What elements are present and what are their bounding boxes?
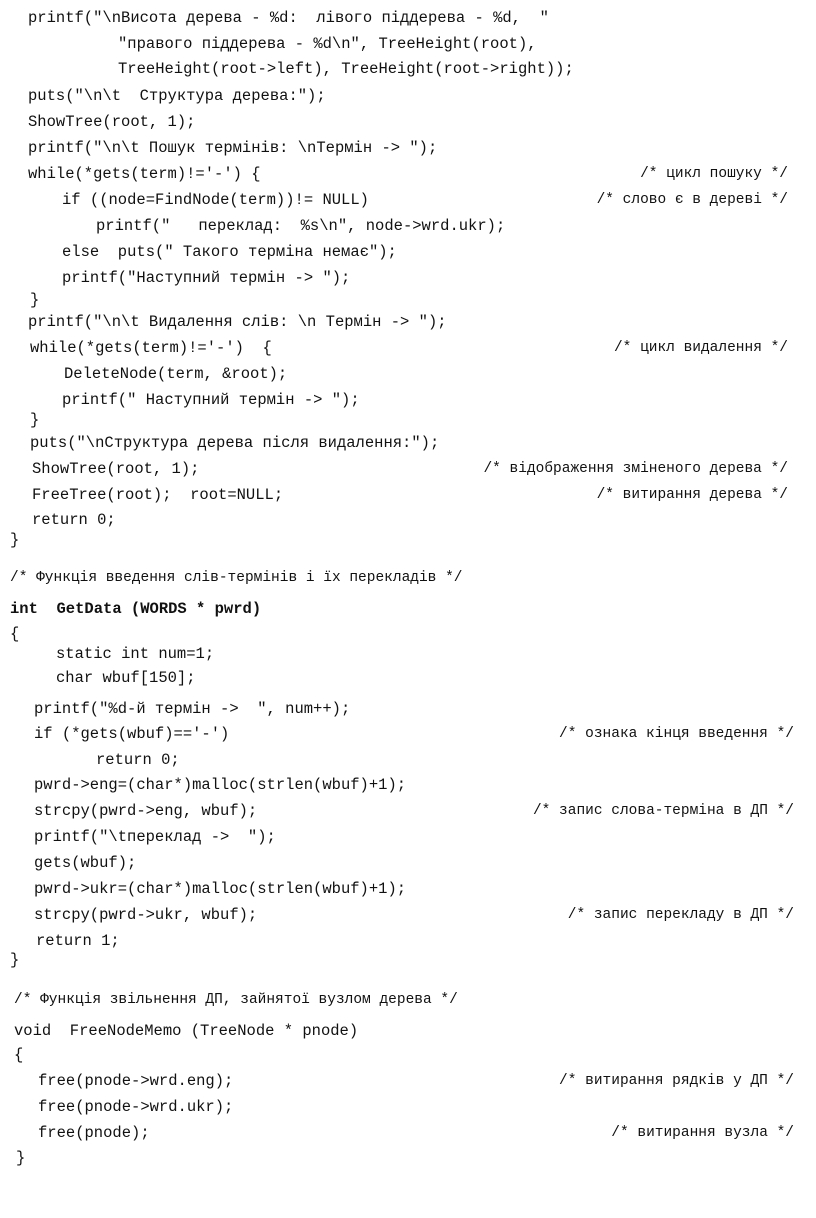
- code-line: [0, 851, 816, 875]
- code-comment: /* цикл пошуку */: [640, 166, 788, 182]
- code-text: }: [10, 951, 20, 969]
- code-text: "правого піддерева - %d\n", TreeHeight(root),: [118, 35, 537, 53]
- code-line: [0, 799, 816, 823]
- code-line: [0, 162, 816, 186]
- code-text: TreeHeight(root->left), TreeHeight(root->right));: [118, 60, 574, 78]
- code-line: [0, 566, 816, 590]
- code-text: return 0;: [32, 511, 116, 529]
- code-comment: /* цикл видалення */: [613, 340, 788, 356]
- code-text: printf("\tпереклад -> ");: [34, 828, 276, 846]
- code-text: printf("%d-й термін -> ", num++);: [34, 700, 351, 718]
- code-line: [0, 877, 816, 901]
- code-line: [0, 528, 816, 552]
- code-line: [0, 6, 816, 30]
- code-line: [0, 136, 816, 160]
- code-line: [0, 214, 816, 238]
- code-text: free(pnode);: [38, 1124, 150, 1142]
- code-line: [0, 1095, 816, 1119]
- code-line: [0, 84, 816, 108]
- code-text: {: [14, 1046, 24, 1064]
- code-comment: /* витирання дерева */: [596, 487, 788, 503]
- code-comment: /* витирання рядків у ДП */: [559, 1073, 794, 1089]
- code-line: [0, 697, 816, 721]
- code-text: return 1;: [36, 932, 120, 950]
- code-text: printf("\n\t Видалення слів: \n Термін -> ");: [28, 313, 447, 331]
- code-text: DeleteNode(term, &root);: [64, 365, 288, 383]
- code-line: [0, 1069, 816, 1093]
- code-line: [0, 748, 816, 772]
- code-comment: /* запис слова-терміна в ДП */: [532, 803, 794, 819]
- code-comment: /* витирання вузла */: [611, 1125, 794, 1141]
- code-text: puts("\n\t Структура дерева:");: [28, 87, 326, 105]
- code-line: [0, 642, 816, 666]
- code-text: ShowTree(root, 1);: [28, 113, 196, 131]
- code-comment: /* Функція введення слів-термінів і їх перекладів */: [10, 570, 463, 586]
- code-line: [0, 1121, 816, 1145]
- code-line: [0, 457, 816, 481]
- code-text: else puts(" Такого терміна немає");: [62, 243, 397, 261]
- code-text: while(*gets(term)!='-') {: [28, 165, 261, 183]
- code-comment: /* запис перекладу в ДП */: [567, 907, 794, 923]
- code-line: [0, 666, 816, 690]
- code-text: {: [10, 625, 20, 643]
- code-text: strcpy(pwrd->ukr, wbuf);: [34, 906, 258, 924]
- code-line: [0, 266, 816, 290]
- code-text: printf(" Наступний термін -> ");: [62, 391, 360, 409]
- code-line: [0, 483, 816, 507]
- code-text: printf("\n\t Пошук термінів: \nТермін -> ");: [28, 139, 438, 157]
- code-text: free(pnode->wrd.ukr);: [38, 1098, 234, 1116]
- code-text: gets(wbuf);: [34, 854, 137, 872]
- code-line: [0, 336, 816, 360]
- code-text: }: [16, 1149, 26, 1167]
- code-text: FreeTree(root); root=NULL;: [32, 486, 284, 504]
- code-text: if ((node=FindNode(term))!= NULL): [62, 191, 369, 209]
- code-line: [0, 188, 816, 212]
- code-text: return 0;: [96, 751, 180, 769]
- code-text: }: [10, 531, 20, 549]
- code-line: [0, 408, 816, 432]
- code-line: [0, 773, 816, 797]
- code-comment: /* Функція звільнення ДП, зайнятої вузлом дерева */: [14, 992, 458, 1008]
- code-comment: /* ознака кінця введення */: [559, 726, 794, 742]
- code-text: pwrd->eng=(char*)malloc(strlen(wbuf)+1);: [34, 776, 407, 794]
- code-line: [0, 1146, 816, 1170]
- code-line: [0, 362, 816, 386]
- code-line: [0, 903, 816, 927]
- code-line: [0, 240, 816, 264]
- code-text: puts("\nСтруктура дерева після видалення:");: [30, 434, 440, 452]
- code-line: [0, 988, 816, 1012]
- code-text: while(*gets(term)!='-') {: [30, 339, 272, 357]
- code-text: printf(" переклад: %s\n", node->wrd.ukr);: [96, 217, 506, 235]
- code-text: if (*gets(wbuf)=='-'): [34, 725, 230, 743]
- code-line: [0, 1043, 816, 1067]
- code-text: printf("\nВисота дерева - %d: лівого піддерева - %d, ": [28, 9, 549, 27]
- code-text: ShowTree(root, 1);: [32, 460, 200, 478]
- code-text: }: [30, 291, 40, 309]
- code-line: [0, 288, 816, 312]
- code-line: [0, 722, 816, 746]
- code-text: char wbuf[150];: [56, 669, 196, 687]
- code-comment: /* відображення зміненого дерева */: [483, 461, 788, 477]
- code-line: [0, 32, 816, 56]
- code-text: int GetData (WORDS * pwrd): [10, 600, 262, 618]
- code-line: [0, 1019, 816, 1043]
- code-line: [0, 431, 816, 455]
- code-text: printf("Наступний термін -> ");: [62, 269, 351, 287]
- code-text: free(pnode->wrd.eng);: [38, 1072, 234, 1090]
- code-line: [0, 310, 816, 334]
- code-comment: /* слово є в дереві */: [596, 192, 788, 208]
- code-line: [0, 57, 816, 81]
- code-text: pwrd->ukr=(char*)malloc(strlen(wbuf)+1);: [34, 880, 407, 898]
- code-text: static int num=1;: [56, 645, 215, 663]
- code-line: [0, 110, 816, 134]
- code-line: [0, 597, 816, 621]
- code-text: strcpy(pwrd->eng, wbuf);: [34, 802, 258, 820]
- code-line: [0, 948, 816, 972]
- code-line: [0, 825, 816, 849]
- code-text: }: [30, 411, 40, 429]
- code-text: void FreeNodeMemo (TreeNode * pnode): [14, 1022, 359, 1040]
